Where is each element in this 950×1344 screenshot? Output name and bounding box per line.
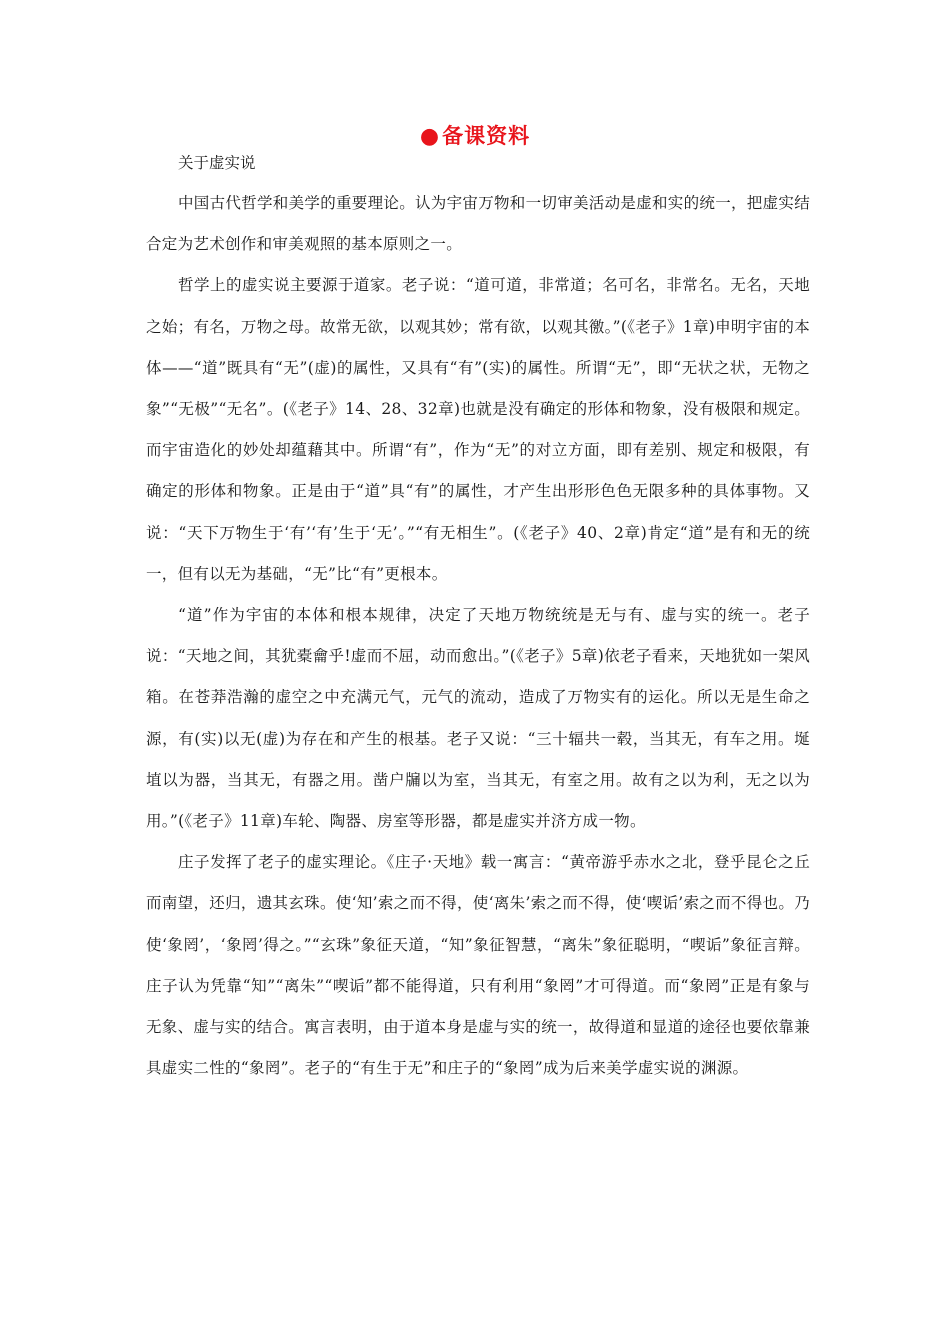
body-text (146, 183, 810, 1089)
paragraph-4: 庄子发挥了老子的虚实理论。《庄子·天地》载一寓言：“黄帝游乎赤水之北，登乎昆仑之丘而南望，还归，遗其玄珠。使‘知’索之而不得，使‘离朱’索之而不得，使‘喫诟’索之而不得也。乃使‘象罔’，‘象罔’得之。”“玄珠”象征天道，“知”象征智慧，“离朱”象征聪明，“喫诟”象征言辩。庄子认为凭靠“知”“离朱”“喫诟”都不能得道，只有利用“象罔”才可得道。而“象罔”正是有象与无象、虚与实的结合。寓言表明，由于道本身是虚与实的统一，故得道和显道的途径也要依靠兼具虚实二性的“象罔”。老子的“有生于无”和庄子的“象罔”成为后来美学虚实说的渊源。 (146, 853, 810, 1078)
red-bullet-icon: ● (419, 124, 441, 149)
paragraph-1: 中国古代哲学和美学的重要理论。认为宇宙万物和一切审美活动是虚和实的统一，把虚实结合定为艺术创作和审美观照的基本原则之一。 (146, 194, 811, 254)
page-title (0, 120, 950, 153)
paragraph-2: 哲学上的虚实说主要源于道家。老子说：“道可道，非常道；名可名，非常名。无名，天地之始；有名，万物之母。故常无欲，以观其妙；常有欲，以观其徼。”(《老子》1章)申明宇宙的本体——“道”既具有“无”(虚)的属性，又具有“有”(实)的属性。所谓“无”，即“无状之状，无物之象”“无极”“无名”。(《老子》14、28、32章)也就是没有确定的形体和物象，没有极限和规定。而宇宙造化的妙处却蕴藉其中。所谓“有”，作为“无”的对立方面，即有差别、规定和极限，有确定的形体和物象。正是由于“道”具“有”的属性，才产生出形形色色无限多种的具体事物。又说：“天下万物生于‘有’‘有’生于‘无’。”“有无相生”。(《老子》40、2章)肯定“道”是有和无的统一，但有以无为基础，“无”比“有”更根本。 (146, 276, 810, 583)
paragraph-3: “道”作为宇宙的本体和根本规律，决定了天地万物统统是无与有、虚与实的统一。老子说：“天地之间，其犹橐龠乎!虚而不屈，动而愈出。”(《老子》5章)依老子看来，天地犹如一架风箱。在苍莽浩瀚的虚空之中充满元气，元气的流动，造成了万物实有的运化。所以无是生命之源，有(实)以无(虚)为存在和产生的根基。老子又说：“三十辐共一毂，当其无，有车之用。埏埴以为器，当其无，有器之用。凿户牖以为室，当其无，有室之用。故有之以为利，无之以为用。”(《老子》11章)车轮、陶器、房室等形器，都是虚实并济方成一物。 (146, 606, 810, 831)
section-heading: 关于虚实说 (178, 154, 256, 172)
title-text: 备课资料 (442, 124, 531, 148)
